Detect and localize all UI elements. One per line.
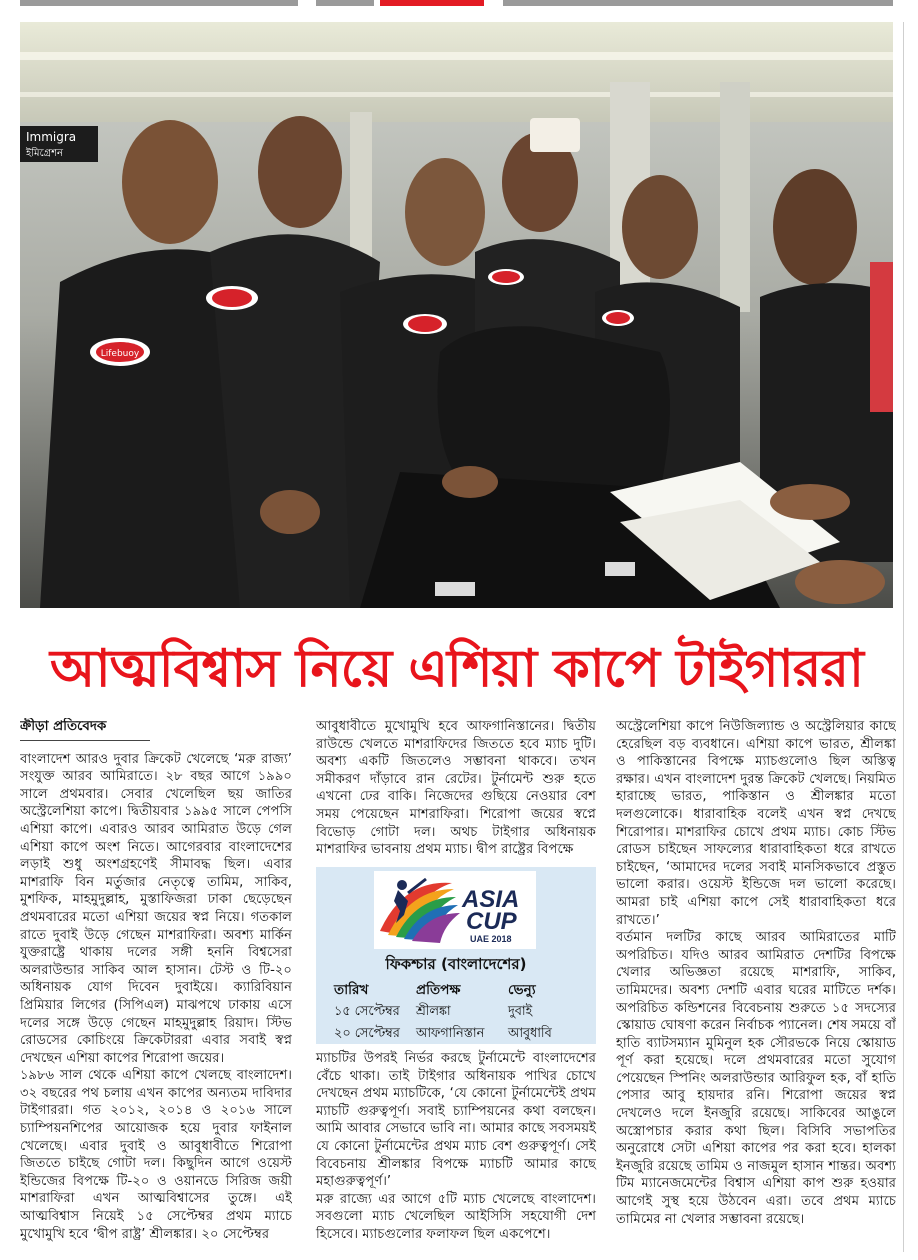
fixture-date: ১৫ সেপ্টেম্বর — [334, 1004, 400, 1019]
fixture-table — [334, 979, 584, 1045]
top-strip-mid — [316, 0, 374, 6]
top-strip-right — [503, 0, 893, 6]
immigration-sign-bn: ইমিগ্রেশন — [26, 148, 64, 159]
fixture-box — [316, 867, 596, 1044]
fixture-title: ফিকশ্চার (বাংলাদেশের) — [385, 955, 527, 973]
paragraph: বর্তমান দলটির কাছে আরব আমিরাতের মাটি অপরিচিত। যদিও আরব আমিরাত দেশটির বিপক্ষে খেলার অভিজ্ঞতা রয়েছে মাশরাফি, সাকিব, তামিমদের। অবশ্য দেশটি এবার ঘরের মাটিতে দর্শক। অপরিচিত কন্ডিশনের বিবেচনায় শুরুতে ১৫ সদস্যের স্কোয়াড ঘোষণা করেন নির্বাচক প্যানেল। শেষ সময়ে বাঁ হাতি ব্যাটসম্যান মুমিনুল হক সৌরভকে নিয়ে স্কোয়াড পূর্ণ করা হয়েছে। দলে প্রথমবারের মতো সুযোগ পেয়েছেন স্পিনিং অলরাউন্ডার আরিফুল হক, বাঁ হাতি পেসার আবু হায়দার রনি। শিরোপা জয়ের স্বপ্ন দেখলেও দলে ইনজুরি রয়েছে। সাকিবের আঙুলে অস্ত্রোপচার করার কথা ছিল। বিসিবি সভাপতির অনুরোধে সেটা এশিয়া কাপের পর করা হবে। হালকা ইনজুরি রয়েছে তামিম ও নাজমুল হাসান শান্তর। অবশ্য টিম ম্যানেজমেন্টের বিশ্বাস এশিয়া কাপ শুরু হওয়ার আগেই সুস্থ হয়ে উঠবেন এরা। তবে প্রথম ম্যাচে তামিমের না খেলার সম্ভাবনা রয়েছে। — [616, 930, 896, 1227]
article-column-2 — [316, 718, 596, 866]
logo-edition-text: UAE 2018 — [470, 934, 512, 944]
headline: আত্মবিশ্বাস নিয়ে এশিয়া কাপে টাইগাররা — [49, 639, 864, 699]
paragraph: মরু রাজ্যে এর আগে ৫টি ম্যাচ খেলেছে বাংলাদেশ। সবগুলো ম্যাচ খেলেছিল আইসিসি সহযোগী দেশ হিসেবে। ম্যাচগুলোর ফলাফল ছিল একপেশে। — [316, 1191, 596, 1242]
fixture-header-date: তারিখ — [334, 982, 369, 998]
top-strip-left — [20, 0, 298, 6]
top-strip-accent — [380, 0, 484, 6]
article-column-1 — [20, 718, 292, 1258]
fixture-date: ২০ সেপ্টেম্বর — [334, 1026, 400, 1041]
logo-swoosh-icon — [380, 883, 460, 943]
fixture-opponent: আফগানিস্তান — [416, 1026, 485, 1041]
fixture-row — [334, 1023, 584, 1045]
page-right-rule — [903, 22, 904, 1252]
asia-cup-logo — [374, 871, 536, 949]
fixture-header-row — [334, 979, 584, 1001]
team-photo — [20, 22, 893, 608]
fixture-venue: আবুধাবি — [508, 1026, 552, 1041]
top-strip — [0, 0, 918, 6]
fixture-header-venue: ভেন্যু — [508, 982, 536, 998]
paragraph: অস্ট্রেলেশিয়া কাপে নিউজিল্যান্ড ও অস্ট্রেলিয়ার কাছে হেরেছিল বড় ব্যবধানে। এশিয়া কাপে ভারত, শ্রীলঙ্কা ও পাকিস্তানের বিপক্ষে ম্যাচগুলোও ছিল অস্তিত্ব রক্ষার। এখন বাংলাদেশ দুরন্ত ক্রিকেট খেলছে। নিয়মিত হারাচ্ছে ভারত, পাকিস্তান ও শ্রীলঙ্কার মতো দলগুলোকে। ধারাবাহিক বলেই এখন স্বপ্ন দেখছে শিরোপার। মাশরাফির চোখে প্রথম ম্যাচ। কোচ স্টিভ রোডস চাইছেন সাফল্যের ধারাবাহিকতা ধরে রাখতে চাইছেন, ‘আমাদের দলের সবাই মানসিকভাবে প্রস্তুত ভালো করার। ওয়েস্ট ইন্ডিজে দল ভালো করেছে। আমরা চাই এশিয়া কাপে সেই ধারাবাহিকতা ধরে রাখতে।’ — [616, 719, 896, 928]
article-column-2-continued — [316, 1050, 596, 1244]
sponsor-logo-1: Lifebuoy — [100, 349, 140, 359]
fixture-row — [334, 1001, 584, 1023]
logo-cup-text: CUP — [466, 908, 517, 935]
paragraph: ১৯৮৬ সাল থেকে এশিয়া কাপে খেলছে বাংলাদেশ। ৩২ বছরের পথ চলায় এখন কাপের অন্যতম দাবিদার টাইগাররা। গত ২০১২, ২০১৪ ও ২০১৬ সালে চ্যাম্পিয়নশিপের আয়োজক হয়ে দুবার ফাইনাল খেলেছে। এবার দুবাই ও আবুধাবীতে শিরোপা জিততে চাইছে গোটা দল। কিছুদিন আগে ওয়েস্ট ইন্ডিজের বিপক্ষে টি-২০ ও ওয়ানডে সিরিজ জয়ী মাশরাফিরা এখন আত্মবিশ্বাসের তুঙ্গে। এই আত্মবিশ্বাস নিয়েই ১৫ সেপ্টেম্বর প্রথম ম্যাচে মুখোমুখি হবে ‘দ্বীপ রাষ্ট্র’ শ্রীলঙ্কার। ২০ সেপ্টেম্বর — [20, 1068, 292, 1242]
fixture-venue: দুবাই — [508, 1004, 533, 1019]
paragraph: বাংলাদেশ আরও দুবার ক্রিকেট খেলেছে ‘মরু রাজ্য’ সংযুক্ত আরব আমিরাতে। ২৮ বছর আগে ১৯৯০ সালে প্রথমবার। সেবার খেলেছিল ছয় জাতির অস্ট্রেলেশিয়া কাপে। দ্বিতীয়বার ১৯৯৫ সালে পেপসি এশিয়া কাপে। এবারও আরব আমিরাত উড়ে গেল এশিয়া কাপে অংশ নিতে। আগেরবার বাংলাদেশের লড়াই শুধু অংশগ্রহণেই সীমাবদ্ধ ছিল। এবার মাশরাফি বিন মর্তুজার নেতৃত্বে তামিম, সাকিব, মুশফিক, মাহমুদুল্লাহ, মুস্তাফিজরা ঢাকা ছেড়েছেন প্রথমবারের মতো এশিয়া জয়ের স্বপ্ন নিয়ে। গতকাল রাতে দুবাই উড়ে গেছেন মাশরাফিরা। অবশ্য মার্কিন যুক্তরাষ্ট্রে থাকায় দলের সঙ্গী হননি বিশ্বসেরা অলরাউন্ডার সাকিব আল হাসান। টেস্ট ও টি-২০ অধিনায়ক যোগ দিবেন দুবাইয়ে। ক্যারিবিয়ান প্রিমিয়ার লিগের (সিপিএল) মাঝপথে ঢাকায় এসে দলের সঙ্গে উড়ে গেছেন মাহমুদুল্লাহ রিয়াদ। স্টিভ রোডসের কোচিংয়ে ক্রিকেটাররা এবার সবাই স্বপ্ন দেখছেন এশিয়া কাপের শিরোপা জয়ের। — [20, 751, 292, 1066]
fixture-opponent: শ্রীলঙ্কা — [416, 1004, 451, 1019]
paragraph: আবুধাবীতে মুখোমুখি হবে আফগানিস্তানের। দ্বিতীয় রাউন্ডে খেলতে মাশরাফিদের জিততে হবে ম্যাচ দুটি। অবশ্য একটি জিতলেও সম্ভাবনা থাকবে। তখন সমীকরণ দাঁড়াবে রান রেটের। টুর্নামেন্ট শুরু হতে এখনো ঢের বাকি। নিজেদের গুছিয়ে নেওয়ার বেশ সময় পেয়েছেন মাশরাফিরা। শিরোপা জয়ের স্বপ্নে বিভোড় গোটা দল। অথচ টাইগার অধিনায়ক মাশরাফির ভাবনায় প্রথম ম্যাচ। দ্বীপ রাষ্ট্রের বিপক্ষে — [316, 719, 596, 858]
byline: ক্রীড়া প্রতিবেদক — [20, 718, 150, 741]
immigration-sign-text: Immigra — [26, 130, 77, 144]
immigration-sign — [20, 126, 98, 162]
logo-asia-text: ASIA — [462, 886, 520, 913]
fixture-header-opponent: প্রতিপক্ষ — [416, 982, 461, 998]
paragraph: ম্যাচটির উপরই নির্ভর করছে টুর্নামেন্টে বাংলাদেশের বেঁচে থাকা। তাই টাইগার অধিনায়ক পাখির চোখে দেখছেন প্রথম ম্যাচটিকে, ‘যে কোনো টুর্নামেন্টেই প্রথম ম্যাচটি গুরুত্বপূর্ণ। সবাই চ্যাম্পিয়নের কথা বলছেন। আমি আবার সেভাবে ভাবি না। আমার কাছে সবসময়ই যে কোনো টুর্নামেন্টের প্রথম ম্যাচ বেশ গুরুত্বপূর্ণ। সেই বিবেচনায় শ্রীলঙ্কার বিপক্ষে ম্যাচটি আমার কাছে মহাগুরুত্বপূর্ণ।’ — [316, 1051, 596, 1190]
article-column-3 — [616, 718, 896, 1258]
